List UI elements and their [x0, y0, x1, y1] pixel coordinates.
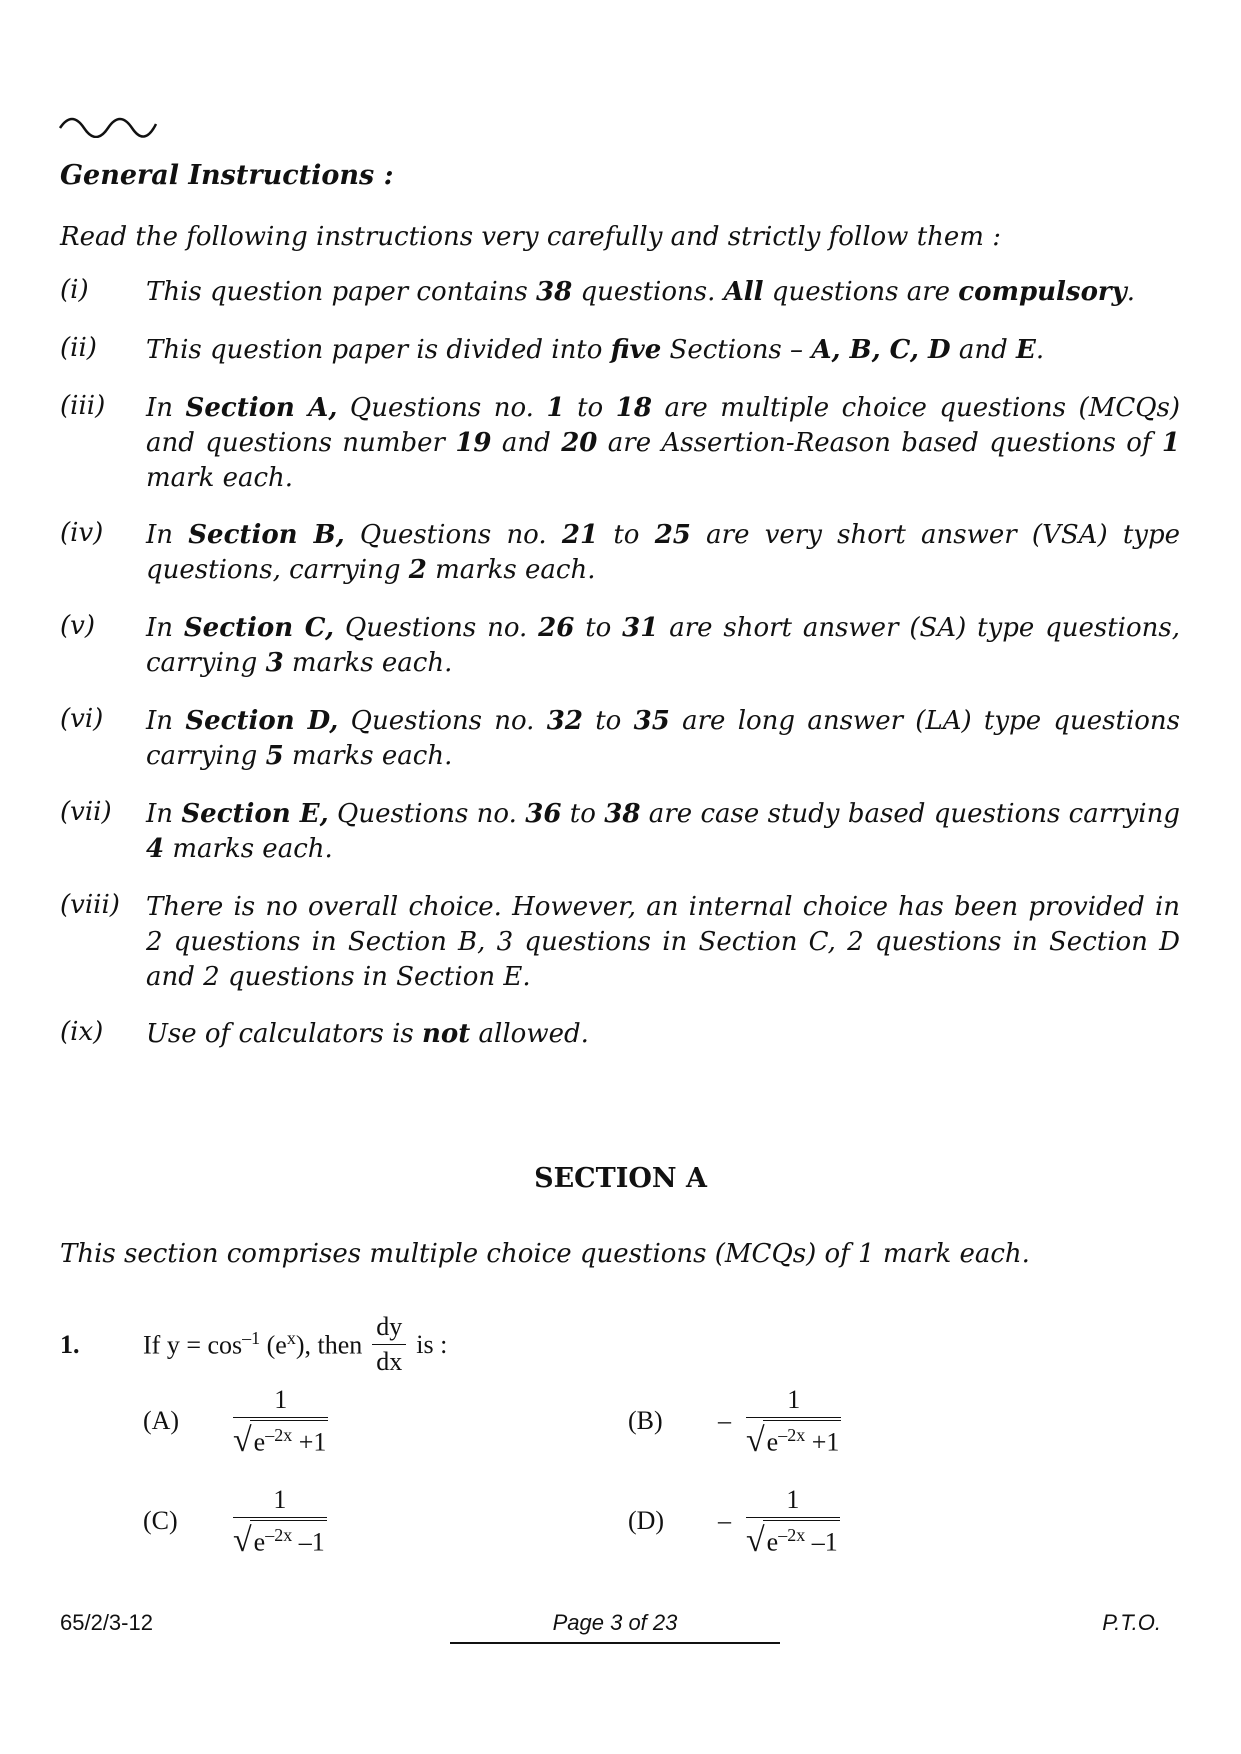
question-prefix: If y = cos — [143, 1330, 243, 1360]
instruction-text — [146, 1017, 1180, 1052]
instruction-item — [60, 704, 1180, 774]
instruction-item — [60, 890, 1180, 995]
text-run: allowed. — [470, 1019, 589, 1049]
radicand-exponent: –2x — [778, 1425, 806, 1445]
bold-text: All — [723, 277, 764, 307]
option-d[interactable] — [628, 1485, 840, 1558]
bold-text: 2 — [408, 555, 427, 585]
instruction-item — [60, 391, 1180, 496]
text-run: are multiple choice questions (MCQs) and questions number — [146, 393, 1181, 458]
option-fraction — [233, 1385, 328, 1458]
option-denominator — [746, 1418, 841, 1458]
text-run: In — [146, 520, 189, 550]
radical-icon: √ — [746, 1521, 765, 1559]
radicand-base: e — [253, 1427, 266, 1457]
text-run: to — [561, 799, 605, 829]
radicand-exponent: –2x — [778, 1525, 806, 1545]
wave-ornament-icon — [58, 112, 162, 138]
text-run: Questions no. — [338, 706, 547, 736]
text-run: marks each. — [164, 834, 333, 864]
bold-text: Section D, — [185, 706, 339, 736]
question-arg: (e — [260, 1330, 287, 1360]
bold-text: 38 — [536, 277, 573, 307]
radicand-tail: +1 — [805, 1427, 840, 1457]
text-run: Questions no. — [337, 393, 547, 423]
option-sign: – — [718, 1506, 731, 1536]
text-run: questions are — [763, 277, 959, 307]
radicand-exponent: –2x — [265, 1425, 293, 1445]
instruction-item — [60, 333, 1180, 368]
instruction-text — [146, 611, 1180, 681]
text-run: This question paper contains — [146, 277, 536, 307]
instruction-number: (ii) — [60, 333, 97, 363]
text-run: In — [146, 613, 184, 643]
text-run: are Assertion-Reason based questions of — [597, 428, 1162, 458]
text-run: Questions no. — [344, 520, 562, 550]
radicand-base: e — [766, 1427, 779, 1457]
text-run: In — [146, 706, 186, 736]
bold-text: not — [422, 1019, 471, 1049]
radical-icon: √ — [233, 1521, 252, 1559]
text-run: are long answer (LA) type questions carrying — [146, 706, 1180, 771]
radicand — [250, 1420, 329, 1458]
instruction-text — [146, 333, 1180, 368]
bold-text: 19 — [455, 428, 492, 458]
instruction-number: (v) — [60, 611, 95, 641]
fraction-denominator: dx — [376, 1347, 403, 1376]
question-end: is : — [416, 1329, 448, 1359]
text-run: to — [574, 613, 623, 643]
text-run: There is no overall choice. However, an internal choice has been provided in 2 questions in Section B, 3 questions in Section C, 2 questions in Section D and 2 questions in Section E. — [146, 892, 1180, 992]
bold-text: 3 — [265, 648, 284, 678]
square-root — [746, 1520, 840, 1558]
option-c[interactable] — [143, 1485, 327, 1558]
text-run: and — [491, 428, 562, 458]
bold-text: 1 — [546, 393, 565, 423]
bold-text: 21 — [561, 520, 599, 550]
bold-text: 31 — [622, 613, 659, 643]
bold-text: Section C, — [183, 613, 335, 643]
instructions-intro: Read the following instructions very carefully and strictly follow them : — [60, 222, 1001, 252]
text-run: marks each. — [283, 648, 453, 678]
square-root — [746, 1420, 841, 1458]
text-run: are case study based questions carrying — [640, 799, 1180, 829]
instruction-number: (vii) — [60, 797, 112, 827]
pto-label: P.T.O. — [1102, 1610, 1161, 1635]
bold-text: five — [610, 335, 662, 365]
text-run: to — [582, 706, 634, 736]
question-text — [143, 1312, 447, 1377]
radicand — [763, 1420, 842, 1458]
bold-text: Section B, — [188, 520, 345, 550]
text-run: Questions no. — [334, 613, 539, 643]
instruction-number: (iv) — [60, 518, 104, 548]
radicand-tail: –1 — [292, 1527, 325, 1557]
bold-text: compulsory — [958, 277, 1127, 307]
text-run: to — [564, 393, 616, 423]
fraction-numerator: dy — [376, 1312, 403, 1341]
section-description: This section comprises multiple choice questions (MCQs) of 1 mark each. — [60, 1239, 1030, 1269]
general-instructions-heading: General Instructions : — [60, 160, 394, 191]
text-run: Sections – — [661, 335, 812, 365]
question-arg-sup: x — [286, 1328, 296, 1349]
option-denominator — [746, 1518, 840, 1558]
text-run: are short answer (SA) type questions, carrying — [146, 613, 1180, 678]
text-run: In — [146, 393, 186, 423]
option-label: (D) — [628, 1506, 665, 1536]
instruction-item — [60, 611, 1180, 681]
bold-text: 20 — [561, 428, 598, 458]
option-label: (B) — [628, 1406, 663, 1436]
bold-text: 25 — [654, 520, 691, 550]
instruction-number: (viii) — [60, 890, 120, 920]
option-fraction — [233, 1485, 327, 1558]
text-run: . — [1035, 335, 1045, 365]
instruction-text — [146, 704, 1180, 774]
instruction-text — [146, 890, 1180, 995]
dy-dx-fraction — [372, 1312, 406, 1377]
section-title: SECTION A — [534, 1163, 707, 1194]
instruction-text — [146, 797, 1180, 867]
page-number: Page 3 of 23 — [552, 1610, 678, 1635]
text-run: and — [950, 335, 1016, 365]
bold-text: 18 — [615, 393, 652, 423]
bold-text: A, B, C, D — [811, 335, 951, 365]
instruction-item — [60, 518, 1180, 588]
option-numerator: 1 — [787, 1385, 801, 1414]
instruction-item — [60, 1017, 1180, 1052]
option-denominator — [233, 1518, 327, 1558]
bold-text: 1 — [1161, 428, 1180, 458]
option-label: (C) — [143, 1506, 178, 1536]
footer-divider — [450, 1642, 780, 1644]
bold-text: 5 — [265, 741, 284, 771]
bold-text: E — [1015, 335, 1036, 365]
instruction-number: (vi) — [60, 704, 104, 734]
instruction-text — [146, 391, 1180, 496]
instruction-number: (iii) — [60, 391, 106, 421]
option-numerator: 1 — [274, 1385, 288, 1414]
instruction-item — [60, 797, 1180, 867]
question-power: –1 — [242, 1328, 261, 1349]
option-label: (A) — [143, 1406, 180, 1436]
square-root — [233, 1420, 328, 1458]
option-numerator: 1 — [273, 1485, 287, 1514]
option-b[interactable] — [628, 1385, 841, 1458]
bold-text: 4 — [146, 834, 165, 864]
radicand-tail: +1 — [292, 1427, 327, 1457]
instruction-number: (i) — [60, 275, 89, 305]
text-run: are very short answer (VSA) type questions, carrying — [146, 520, 1181, 585]
text-run: In — [146, 799, 182, 829]
radical-icon: √ — [233, 1421, 252, 1459]
text-run: mark each. — [146, 463, 294, 493]
radicand — [250, 1520, 327, 1558]
option-fraction — [746, 1485, 840, 1558]
option-fraction — [746, 1385, 841, 1458]
bold-text: 35 — [633, 706, 670, 736]
instruction-text — [146, 518, 1180, 588]
instruction-number: (ix) — [60, 1017, 104, 1047]
text-run: questions. — [572, 277, 724, 307]
text-run: This question paper is divided into — [146, 335, 611, 365]
option-sign: – — [718, 1406, 731, 1436]
radicand-base: e — [766, 1527, 779, 1557]
question-number: 1. — [60, 1330, 80, 1359]
text-run: marks each. — [283, 741, 453, 771]
radicand-exponent: –2x — [265, 1525, 293, 1545]
text-run: Use of calculators is — [146, 1019, 423, 1049]
radicand-base: e — [253, 1527, 266, 1557]
radicand-tail: –1 — [805, 1527, 838, 1557]
bold-text: Section E, — [181, 799, 329, 829]
question-suffix: ), then — [295, 1330, 363, 1360]
text-run: to — [598, 520, 655, 550]
paper-code: 65/2/3-12 — [60, 1610, 153, 1635]
radical-icon: √ — [746, 1421, 765, 1459]
bold-text: 38 — [604, 799, 641, 829]
instruction-text — [146, 275, 1180, 310]
instruction-item — [60, 275, 1180, 310]
option-denominator — [233, 1418, 328, 1458]
text-run: marks each. — [426, 555, 596, 585]
bold-text: 36 — [525, 799, 562, 829]
bold-text: Section A, — [185, 393, 338, 423]
bold-text: 26 — [538, 613, 575, 643]
option-a[interactable] — [143, 1385, 328, 1458]
option-numerator: 1 — [786, 1485, 800, 1514]
square-root — [233, 1520, 327, 1558]
text-run: Questions no. — [328, 799, 526, 829]
text-run: . — [1126, 277, 1135, 307]
bold-text: 32 — [546, 706, 583, 736]
radicand — [763, 1520, 840, 1558]
